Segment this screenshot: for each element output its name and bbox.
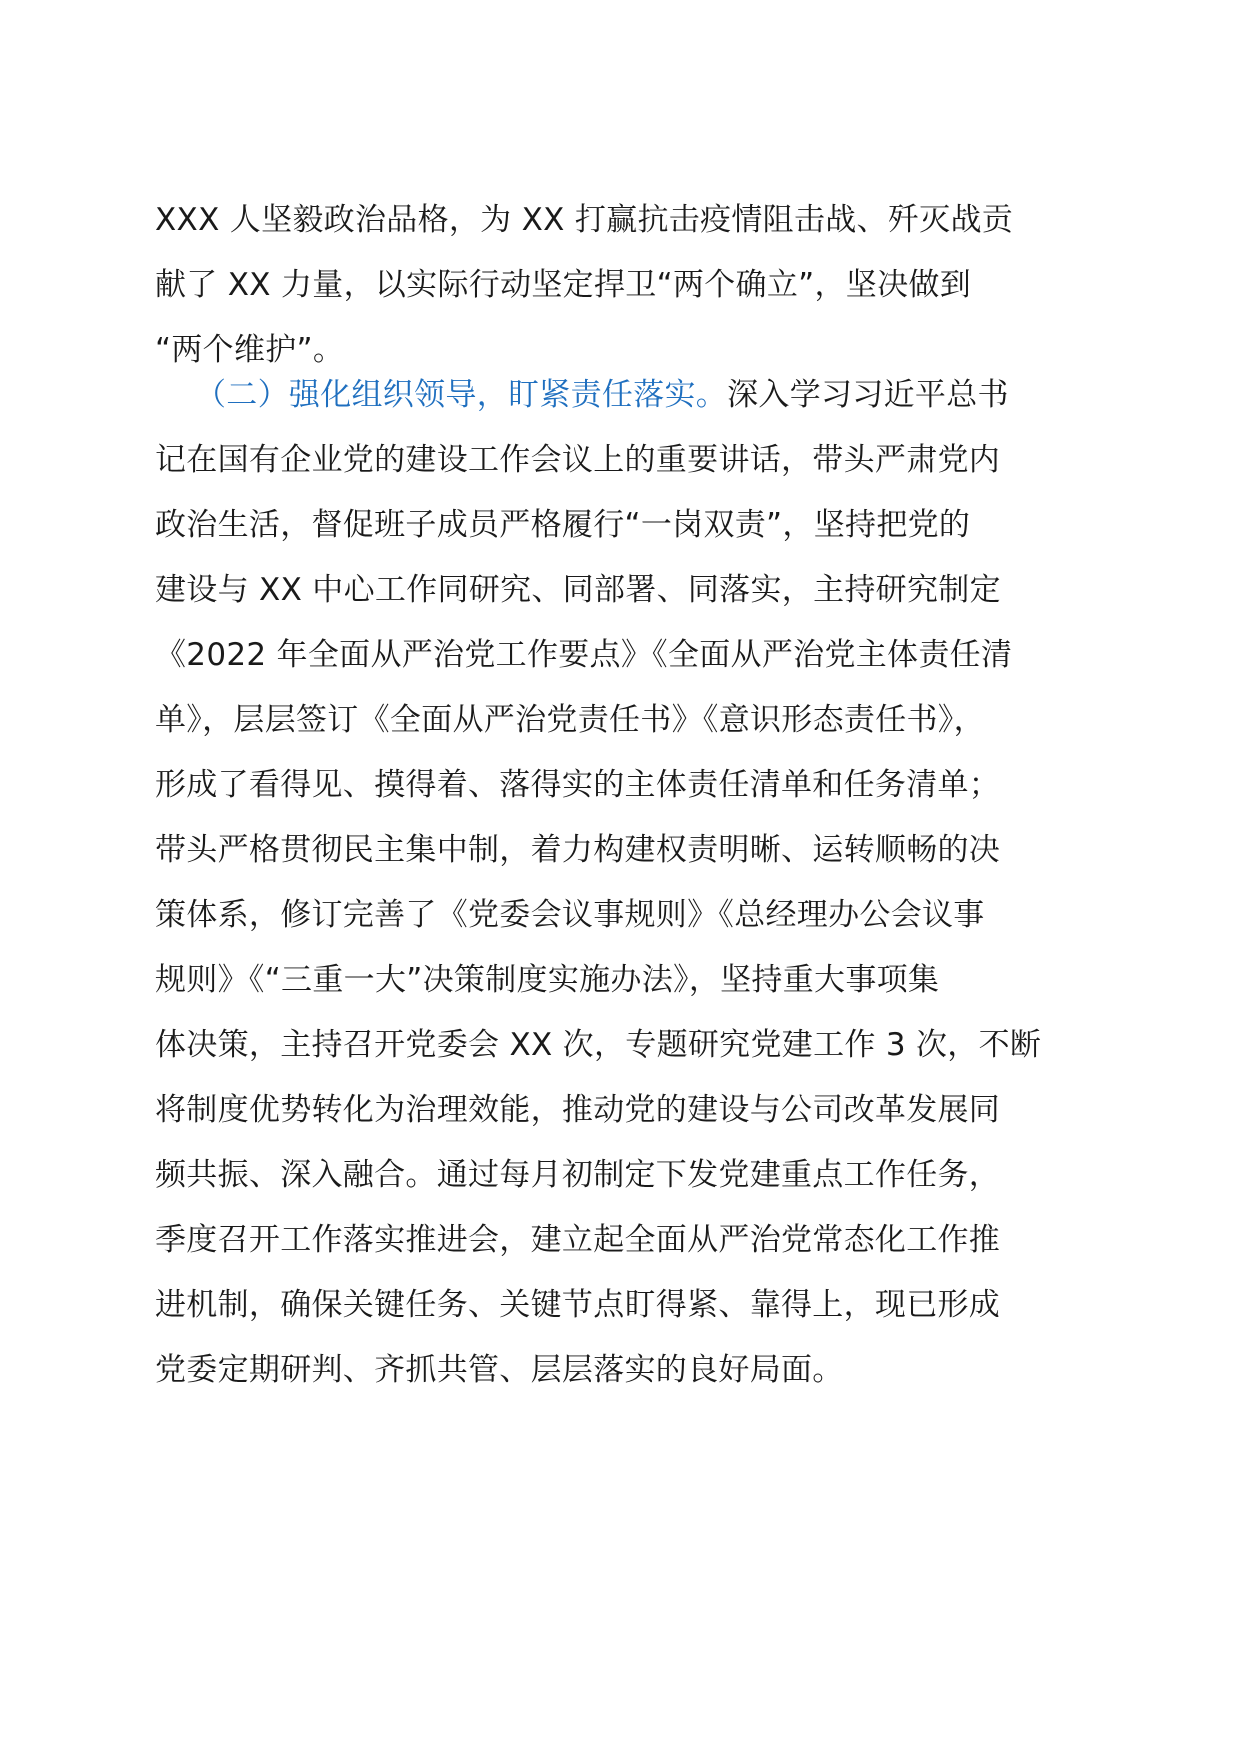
paragraph-line: 建设与 XX 中心工作同研究、同部署、同落实，主持研究制定 xyxy=(155,572,1001,608)
section-first-line-text: 深入学习习近平总书 xyxy=(727,377,1009,413)
paragraph-line: 《2022 年全面从严治党工作要点》《全面从严治党主体责任清 xyxy=(155,637,1013,673)
paragraph-line: 带头严格贯彻民主集中制，着力构建权责明晰、运转顺畅的决 xyxy=(155,832,1001,868)
paragraph-line: 记在国有企业党的建设工作会议上的重要讲话，带头严肃党内 xyxy=(155,442,1001,478)
paragraph-line: 党委定期研判、齐抓共管、层层落实的良好局面。 xyxy=(155,1352,844,1388)
paragraph-line: 政治生活，督促班子成员严格履行“一岗双责”，坚持把党的 xyxy=(155,507,971,543)
paragraph-line: 频共振、深入融合。通过每月初制定下发党建重点工作任务， xyxy=(155,1157,1001,1193)
paragraph-line: 单》，层层签订《全面从严治党责任书》《意识形态责任书》， xyxy=(155,702,985,738)
paragraph-line: 体决策，主持召开党委会 XX 次，专题研究党建工作 3 次，不断 xyxy=(155,1027,1042,1063)
section-heading: （二）强化组织领导，盯紧责任落实。 xyxy=(195,377,728,413)
paragraph-line: “两个维护”。 xyxy=(155,332,345,368)
paragraph-line: 进机制，确保关键任务、关键节点盯得紧、靠得上，现已形成 xyxy=(155,1287,1001,1323)
paragraph-line: 规则》《“三重一大”决策制度实施办法》，坚持重大事项集 xyxy=(155,962,940,998)
section-first-line xyxy=(155,363,1095,428)
section-two-paragraph xyxy=(155,363,1095,1403)
paragraph-line: 献了 XX 力量，以实际行动坚定捍卫“两个确立”，坚决做到 xyxy=(155,267,971,303)
paragraph-line: 策体系，修订完善了《党委会议事规则》《总经理办公会议事 xyxy=(155,897,985,933)
continuation-paragraph xyxy=(155,188,1095,383)
paragraph-line: 季度召开工作落实推进会，建立起全面从严治党常态化工作推 xyxy=(155,1222,1001,1258)
paragraph-line: 将制度优势转化为治理效能，推动党的建设与公司改革发展同 xyxy=(155,1092,1001,1128)
paragraph-line: 形成了看得见、摸得着、落得实的主体责任清单和任务清单； xyxy=(155,767,1001,803)
paragraph-line: XXX 人坚毅政治品格，为 XX 打赢抗击疫情阻击战、歼灭战贡 xyxy=(155,202,1014,238)
